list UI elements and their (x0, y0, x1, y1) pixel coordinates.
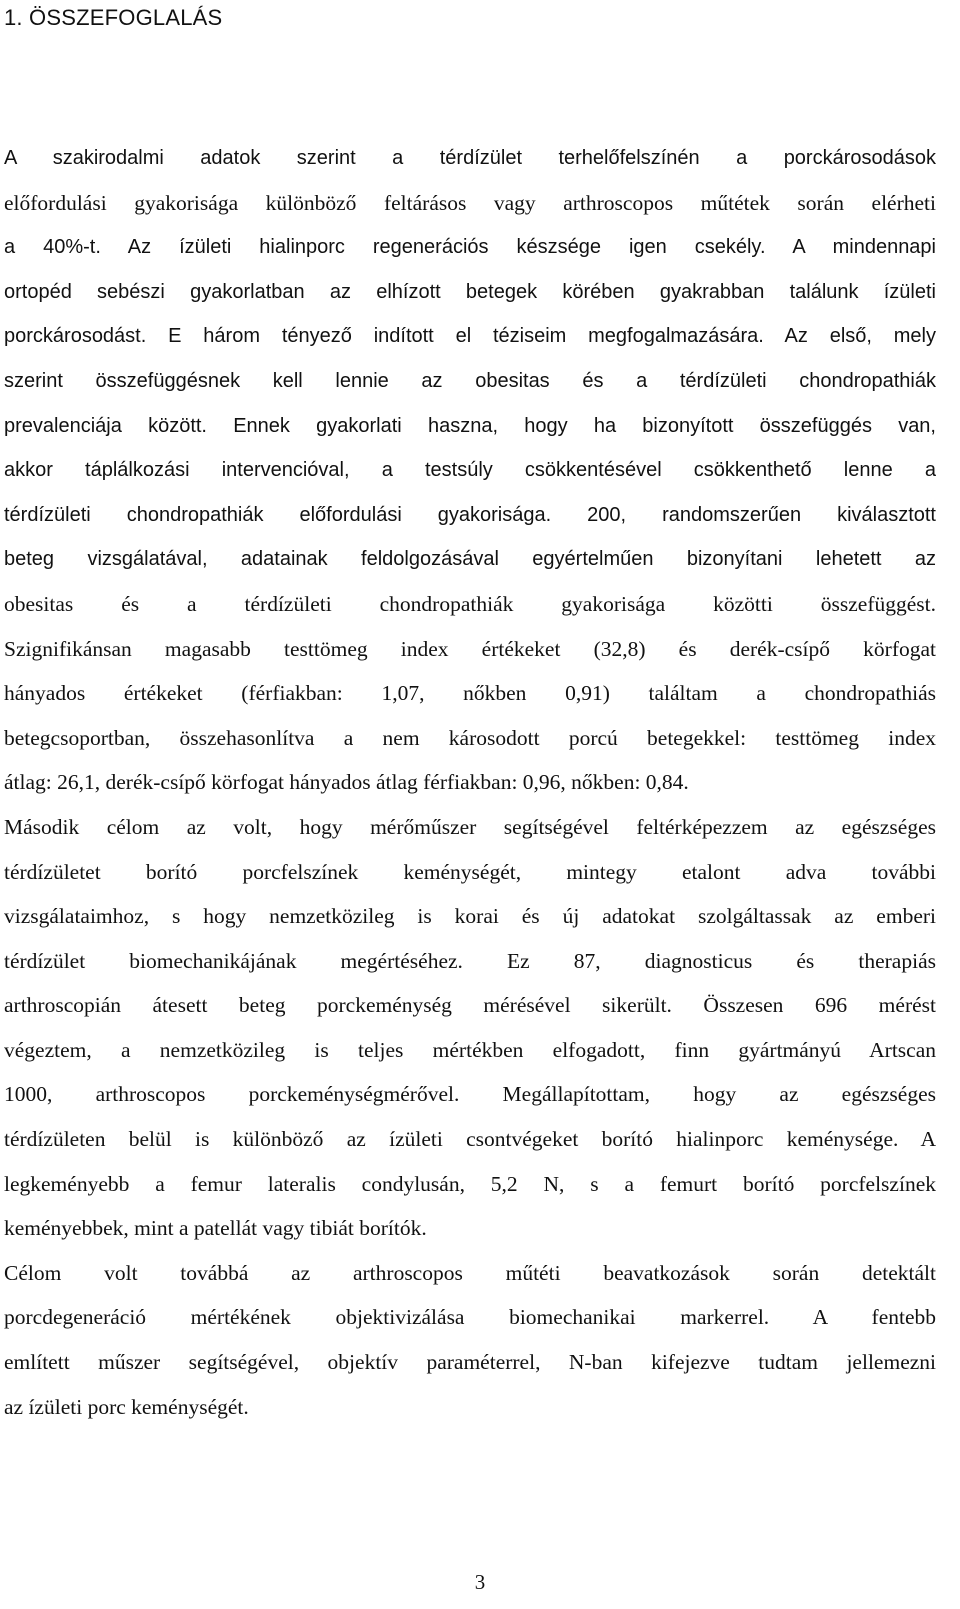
text-line: ortopéd sebészi gyakorlatban az elhízott betegek körében gyakrabban találunk ízületi (4, 280, 936, 303)
text-line: térdízületet borító porcfelszínek keménységét, mintegy etalont adva további (4, 859, 936, 884)
text-line: legkeményebb a femur lateralis condylusán, 5,2 N, s a femurt borító porcfelszínek (4, 1171, 936, 1196)
text-line: végeztem, a nemzetközileg is teljes mértékben elfogadott, finn gyártmányú Artscan (4, 1037, 936, 1062)
text-line: említett műszer segítségével, objektív paraméterrel, N-ban kifejezve tudtam jellemezni (4, 1350, 936, 1375)
text-line: porckárosodást. E három tényező indított el téziseim megfogalmazására. Az első, mely (4, 325, 936, 348)
text-line: porcdegeneráció mértékének objektivizálása biomechanikai markerrel. A fentebb (4, 1305, 936, 1330)
text-line: térdízületi chondropathiák előfordulási gyakorisága. 200, randomszerűen kiválasztott (4, 503, 936, 526)
text-line: előfordulási gyakorisága különböző feltárásos vagy arthroscopos műtétek során elérheti (4, 190, 936, 215)
page-number: 3 (474, 1570, 486, 1594)
text-line: az ízületi porc keménységét. (4, 1394, 249, 1419)
text-line: Második célom az volt, hogy mérőműszer segítségével feltérképezzem az egészséges (4, 814, 936, 839)
text-line: arthroscopián átesett beteg porckeménység mérésével sikerült. Összesen 696 mérést (4, 993, 936, 1018)
text-line: Célom volt továbbá az arthroscopos műtéti beavatkozások során detektált (4, 1260, 936, 1285)
text-line: akkor táplálkozási intervencióval, a testsúly csökkentésével csökkenthető lenne a (4, 459, 936, 482)
text-line: szerint összefüggésnek kell lennie az obesitas és a térdízületi chondropathiák (4, 369, 936, 392)
text-line: térdízületen belül is különböző az ízületi csontvégeket borító hialinporc keménysége. A (4, 1127, 936, 1152)
section-heading: 1. ÖSSZEFOGLALÁS (4, 5, 223, 30)
text-line: átlag: 26,1, derék-csípő körfogat hányados átlag férfiakban: 0,96, nőkben: 0,84. (4, 770, 689, 795)
text-line: Szignifikánsan magasabb testtömeg index értékeket (32,8) és derék-csípő körfogat (4, 636, 936, 661)
text-line: térdízület biomechanikájának megértéséhez. Ez 87, diagnosticus és therapiás (4, 948, 936, 973)
text-line: beteg vizsgálatával, adatainak feldolgozásával egyértelműen bizonyítani lehetett az (4, 548, 936, 571)
text-line: vizsgálataimhoz, s hogy nemzetközileg is korai és új adatokat szolgáltassak az emberi (4, 904, 936, 929)
text-line: a 40%-t. Az ízületi hialinporc regenerációs készsége igen csekély. A mindennapi (4, 236, 936, 259)
text-line: prevalenciája között. Ennek gyakorlati haszna, hogy ha bizonyított összefüggés van, (4, 414, 936, 437)
summary-body (4, 136, 936, 1429)
text-line: obesitas és a térdízületi chondropathiák gyakorisága közötti összefüggést. (4, 591, 936, 616)
text-line: 1000, arthroscopos porckeménységmérővel. Megállapítottam, hogy az egészséges (4, 1082, 936, 1107)
text-line: keményebbek, mint a patellát vagy tibiát borítók. (4, 1216, 427, 1241)
text-line: A szakirodalmi adatok szerint a térdízület terhelőfelszínén a porckárosodások (4, 147, 936, 169)
text-line: hányados értékeket (férfiakban: 1,07, nőkben 0,91) találtam a chondropathiás (4, 681, 936, 706)
text-line: betegcsoportban, összehasonlítva a nem károsodott porcú betegekkel: testtömeg index (4, 725, 936, 750)
